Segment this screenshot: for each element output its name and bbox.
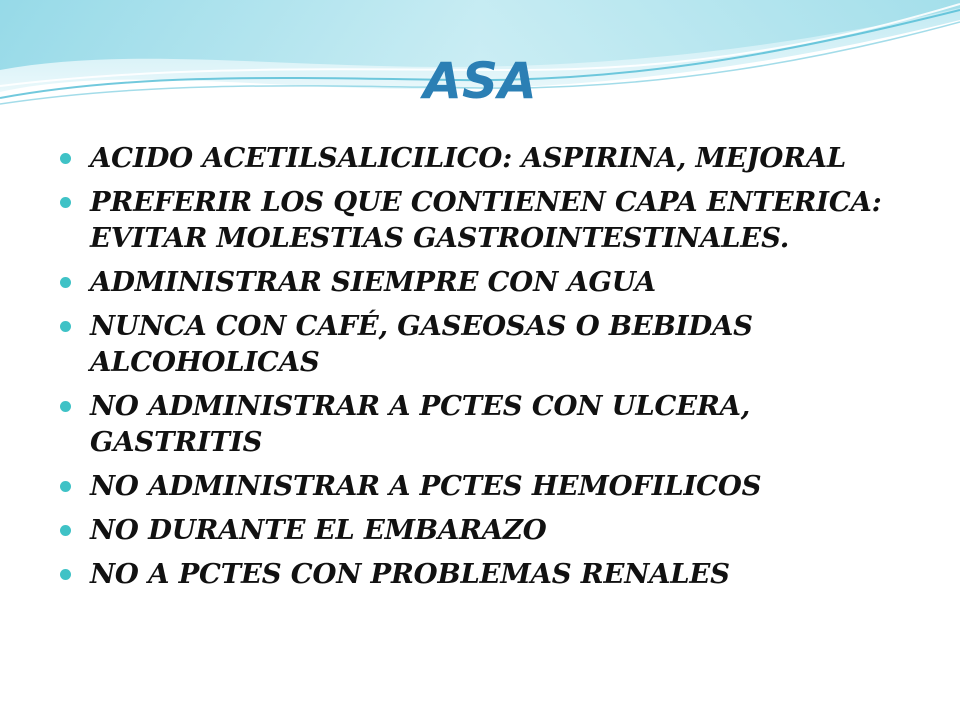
bullet-item [60, 308, 920, 380]
bullet-item [60, 140, 920, 176]
bullet-item [60, 388, 920, 460]
bullet-dot-icon [60, 481, 71, 492]
bullet-item [60, 512, 920, 548]
bullet-dot-icon [60, 569, 71, 580]
bullet-text: NO DURANTE EL EMBARAZO [90, 514, 547, 546]
bullet-dot-icon [60, 401, 71, 412]
bullet-item [60, 468, 920, 504]
bullet-dot-icon [60, 525, 71, 536]
bullet-item [60, 184, 920, 256]
bullet-dot-icon [60, 197, 71, 208]
bullet-text: ADMINISTRAR SIEMPRE CON AGUA [90, 266, 656, 298]
bullet-text: NUNCA CON CAFÉ, GASEOSAS O BEBIDAS ALCOHOLICAS [90, 310, 753, 378]
bullet-item [60, 556, 920, 592]
bullet-list [60, 140, 920, 600]
bullet-text: NO ADMINISTRAR A PCTES HEMOFILICOS [90, 470, 762, 502]
bullet-dot-icon [60, 321, 71, 332]
slide-title: ASA [423, 52, 537, 110]
bullet-text: NO ADMINISTRAR A PCTES CON ULCERA, GASTRITIS [90, 390, 751, 458]
bullet-dot-icon [60, 277, 71, 288]
bullet-text: NO A PCTES CON PROBLEMAS RENALES [90, 558, 730, 590]
bullet-text: ACIDO ACETILSALICILICO: ASPIRINA, MEJORAL [90, 142, 846, 174]
bullet-dot-icon [60, 153, 71, 164]
bullet-item [60, 264, 920, 300]
bullet-text: PREFERIR LOS QUE CONTIENEN CAPA ENTERICA: EVITAR MOLESTIAS GASTROINTESTINALES. [90, 186, 882, 254]
